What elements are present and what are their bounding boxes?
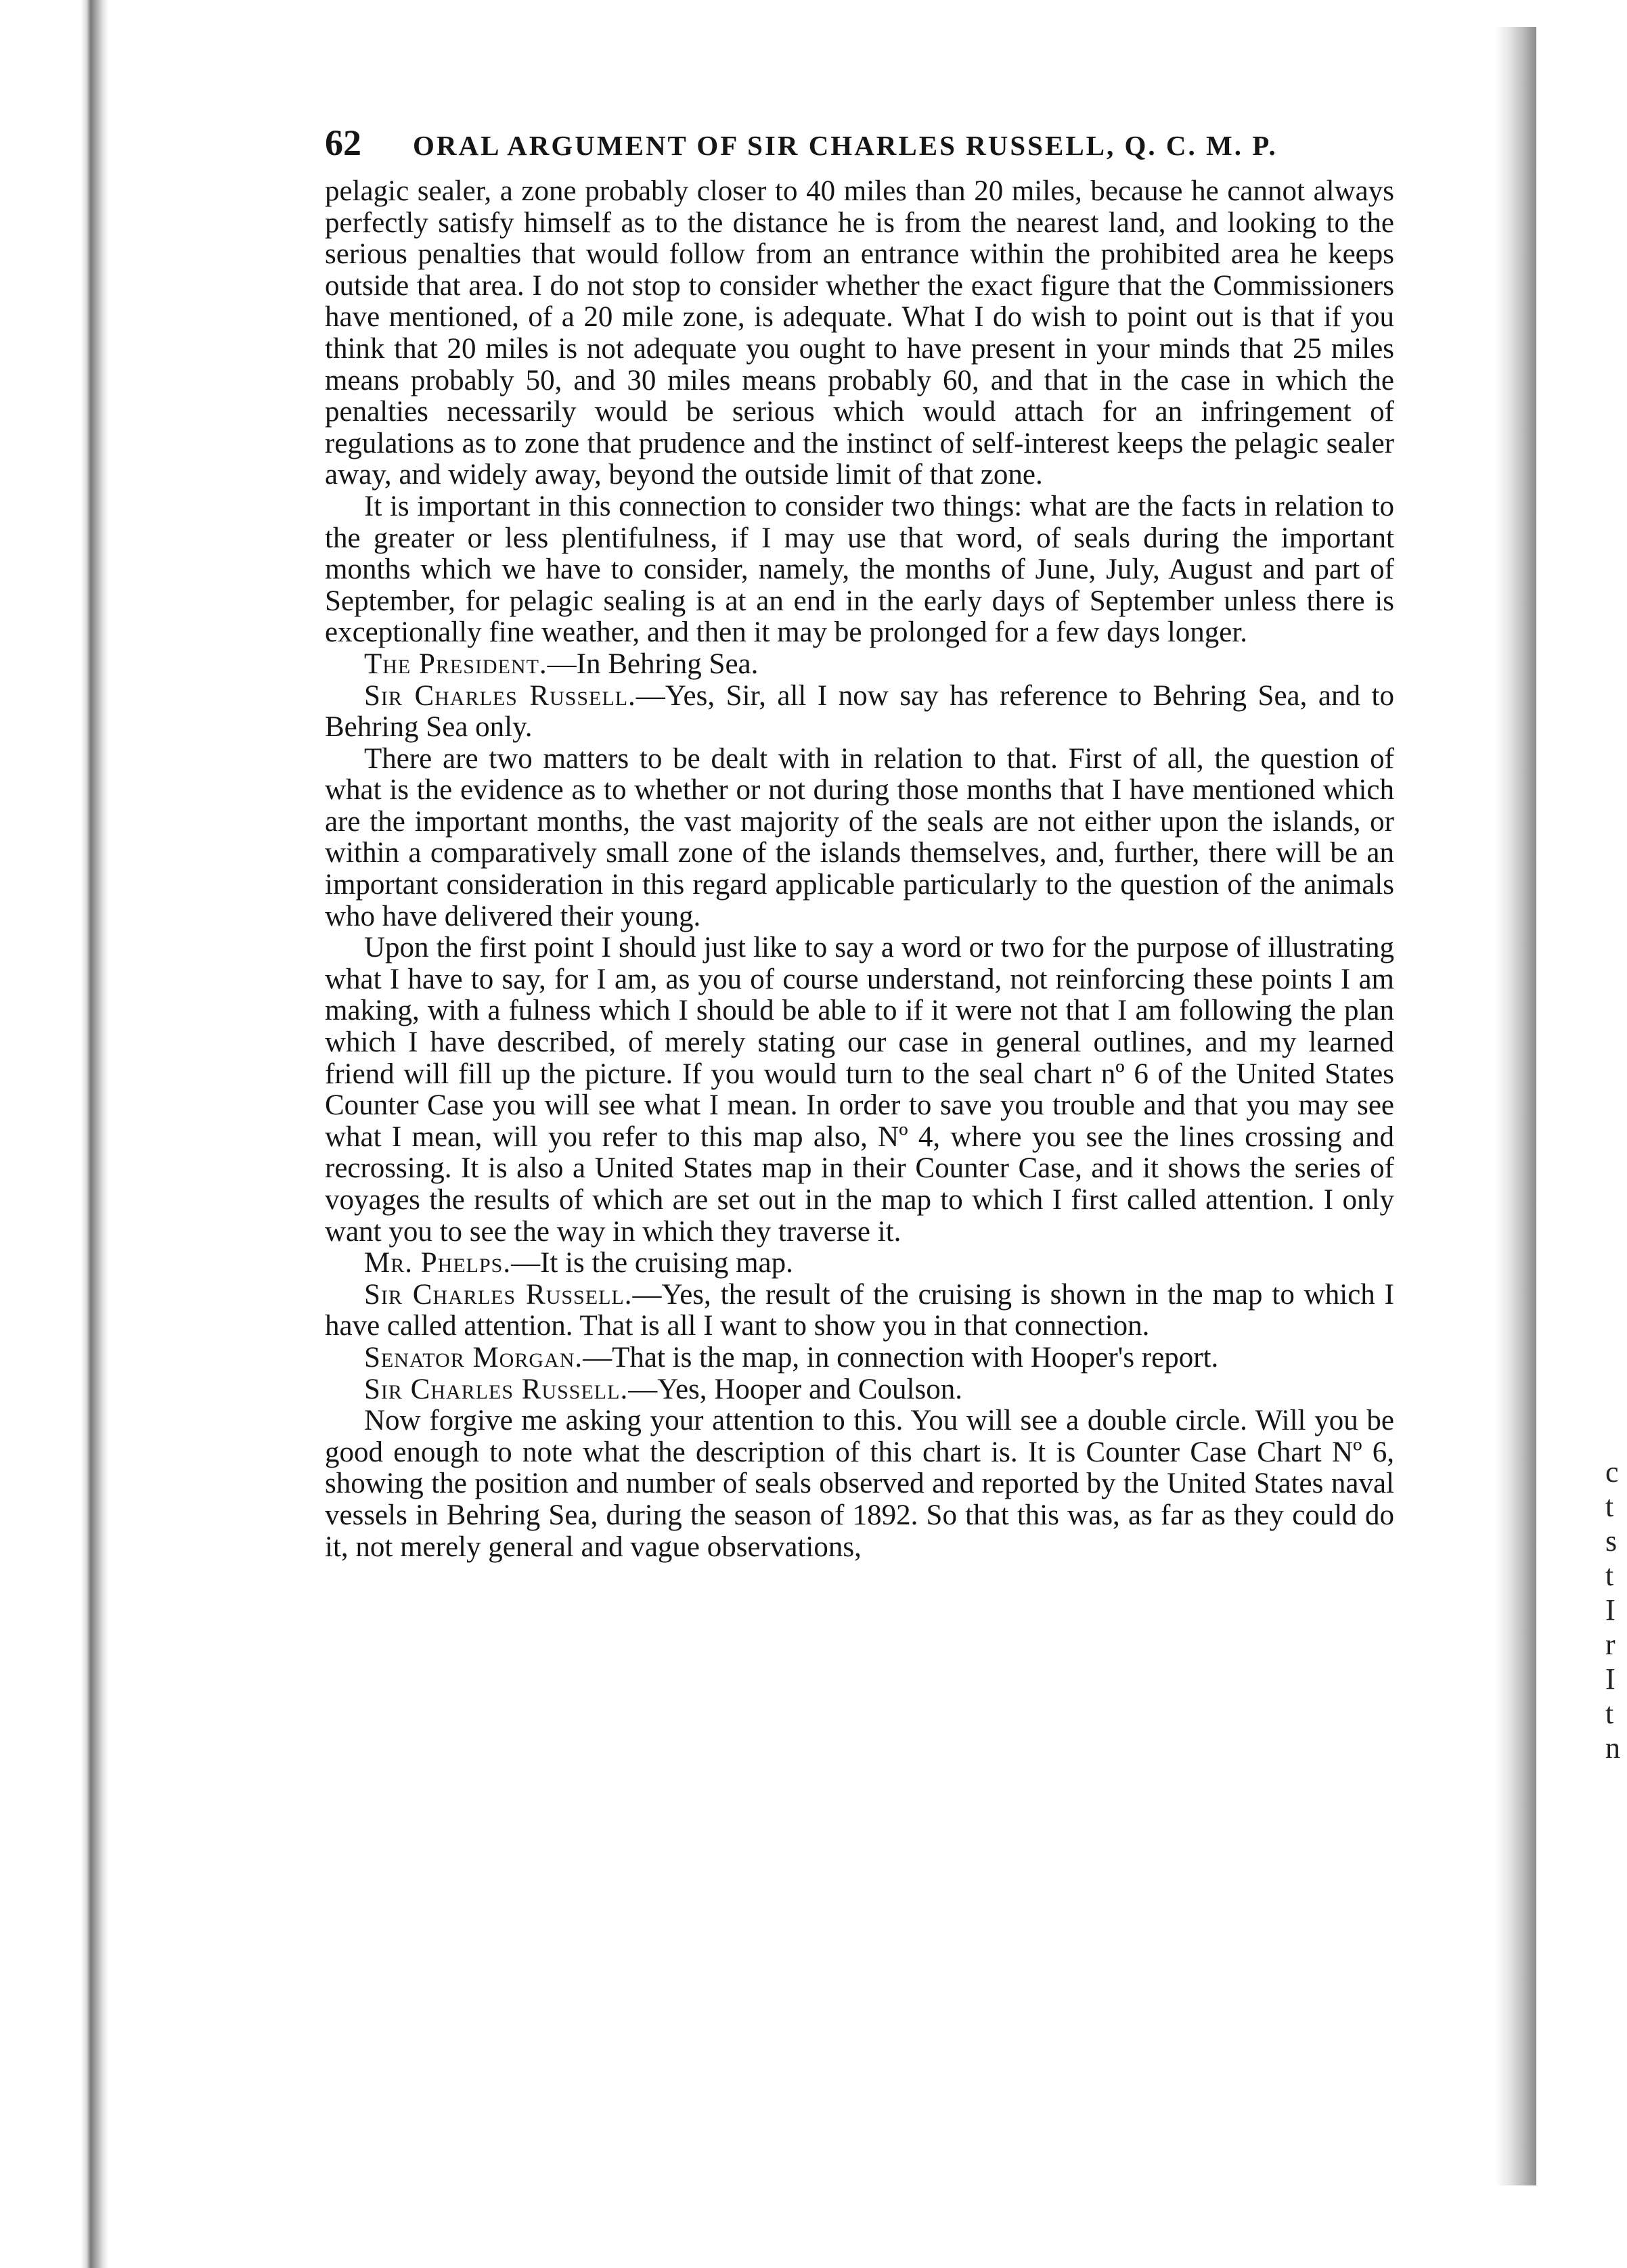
- page-gutter-shadow: [1496, 27, 1536, 2185]
- binding-shadow: [0, 0, 108, 2268]
- margin-fragment: c: [1605, 1455, 1619, 1489]
- paragraph: [325, 1248, 1394, 1279]
- margin-fragment: r: [1605, 1628, 1615, 1661]
- margin-fragment: I: [1605, 1662, 1615, 1696]
- margin-fragment: t: [1605, 1559, 1614, 1592]
- paragraph-text: It is important in this connection to consider two things: what are the facts in relation to the greater or less plentifulness, if I may use that word, of seals during the important months which we have to consider, namely, the months of June, July, August and part of September, for pelagic sealing is at an end in the early days of September unless there is exceptionally fine weather, and then it may be prolonged for a few days longer.: [325, 490, 1394, 649]
- adjacent-page-fragments: [1605, 1455, 1620, 1765]
- paragraph: [325, 1405, 1394, 1563]
- page-header: [325, 122, 1394, 169]
- paragraph: [325, 491, 1394, 649]
- paragraph: [325, 932, 1394, 1248]
- margin-fragment: I: [1605, 1593, 1615, 1627]
- paragraph-text: Now forgive me asking your attention to this. You will see a double circle. Will you be good enough to note what the description of this chart is. It is Counter Case Chart Nº 6, showing the position and number of seals observed and reported by the United States naval vessels in Behring Sea, during the season of 1892. So that this was, as far as they could do it, not merely general and vague observations,: [325, 1405, 1394, 1563]
- paragraph: [325, 1279, 1394, 1342]
- margin-fragment: t: [1605, 1697, 1614, 1730]
- speaker-name: Senator Morgan.: [364, 1341, 583, 1374]
- paragraph: [325, 649, 1394, 681]
- margin-fragment: n: [1605, 1731, 1620, 1765]
- speaker-name: Mr. Phelps.: [364, 1247, 512, 1279]
- paragraph: [325, 176, 1394, 491]
- paragraph-text: —Yes, Sir, all I now say has reference to Behring Sea, and to Behring Sea only.: [325, 679, 1395, 744]
- paragraph: [325, 1342, 1394, 1374]
- speaker-name: Sir Charles Russell.: [364, 1278, 633, 1311]
- paragraph: [325, 744, 1394, 933]
- speaker-name: The President.: [364, 648, 548, 680]
- paragraph-text: —Yes, Hooper and Coulson.: [628, 1373, 962, 1405]
- paragraph-text: —It is the cruising map.: [511, 1247, 793, 1279]
- running-head: ORAL ARGUMENT OF SIR CHARLES RUSSELL, Q. C. M. P.: [413, 130, 1278, 161]
- page-number: 62: [325, 122, 361, 163]
- book-page: [325, 122, 1394, 1563]
- speaker-name: Sir Charles Russell.: [364, 1373, 629, 1405]
- paragraph-text: pelagic sealer, a zone probably closer to 40 miles than 20 miles, because he cannot always perfectly satisfy himself as to the distance he is from the nearest land, and looking to the serious penalties that would follow from an entrance within the prohibited area he keeps outside that area. I do not stop to consider whether the exact figure that the Commissioners have mentioned, of a 20 mile zone, is adequate. What I do wish to point out is that if you think that 20 miles is not adequate you ought to have present in your minds that 25 miles means probably 50, and 30 miles means probably 60, and that in the case in which the penalties necessarily would be serious which would attach for an infringement of regulations as to zone that prudence and the instinct of self-interest keeps the pelagic sealer away, and widely away, beyond the outside limit of that zone.: [325, 175, 1394, 491]
- body-text: [325, 176, 1394, 1563]
- paragraph-text: Upon the first point I should just like to say a word or two for the purpose of illustrating what I have to say, for I am, as you of course understand, not reinforcing these points I am making, with a fulness which I should be able to if it were not that I am following the plan which I have described, of merely stating our case in general outlines, and my learned friend will fill up the picture. If you would turn to the seal chart nº 6 of the United States Counter Case you will see what I mean. In order to save you trouble and that you may see what I mean, will you refer to this map also, Nº 4, where you see the lines crossing and recrossing. It is also a United States map in their Counter Case, and it shows the series of voyages the results of which are set out in the map to which I first called attention. I only want you to see the way in which they traverse it.: [325, 932, 1394, 1248]
- paragraph-text: There are two matters to be dealt with in relation to that. First of all, the question of what is the evidence as to whether or not during those months that I have mentioned which are the important months, the vast majority of the seals are not either upon the islands, or within a comparatively small zone of the islands themselves, and, further, there will be an important consideration in this regard applicable particularly to the question of the animals who have delivered their young.: [325, 742, 1394, 932]
- margin-fragment: s: [1605, 1524, 1618, 1558]
- paragraph-text: —In Behring Sea.: [547, 648, 759, 680]
- adjacent-page-edge: [1536, 27, 1627, 2268]
- paragraph: [325, 1374, 1394, 1406]
- margin-fragment: t: [1605, 1490, 1614, 1523]
- speaker-name: Sir Charles Russell.: [364, 679, 636, 712]
- paragraph: [325, 681, 1394, 744]
- paragraph-text: —Yes, the result of the cruising is shown in the map to which I have called attention. That is all I want to show you in that connection.: [325, 1278, 1394, 1342]
- paragraph-text: —That is the map, in connection with Hooper's report.: [583, 1341, 1219, 1374]
